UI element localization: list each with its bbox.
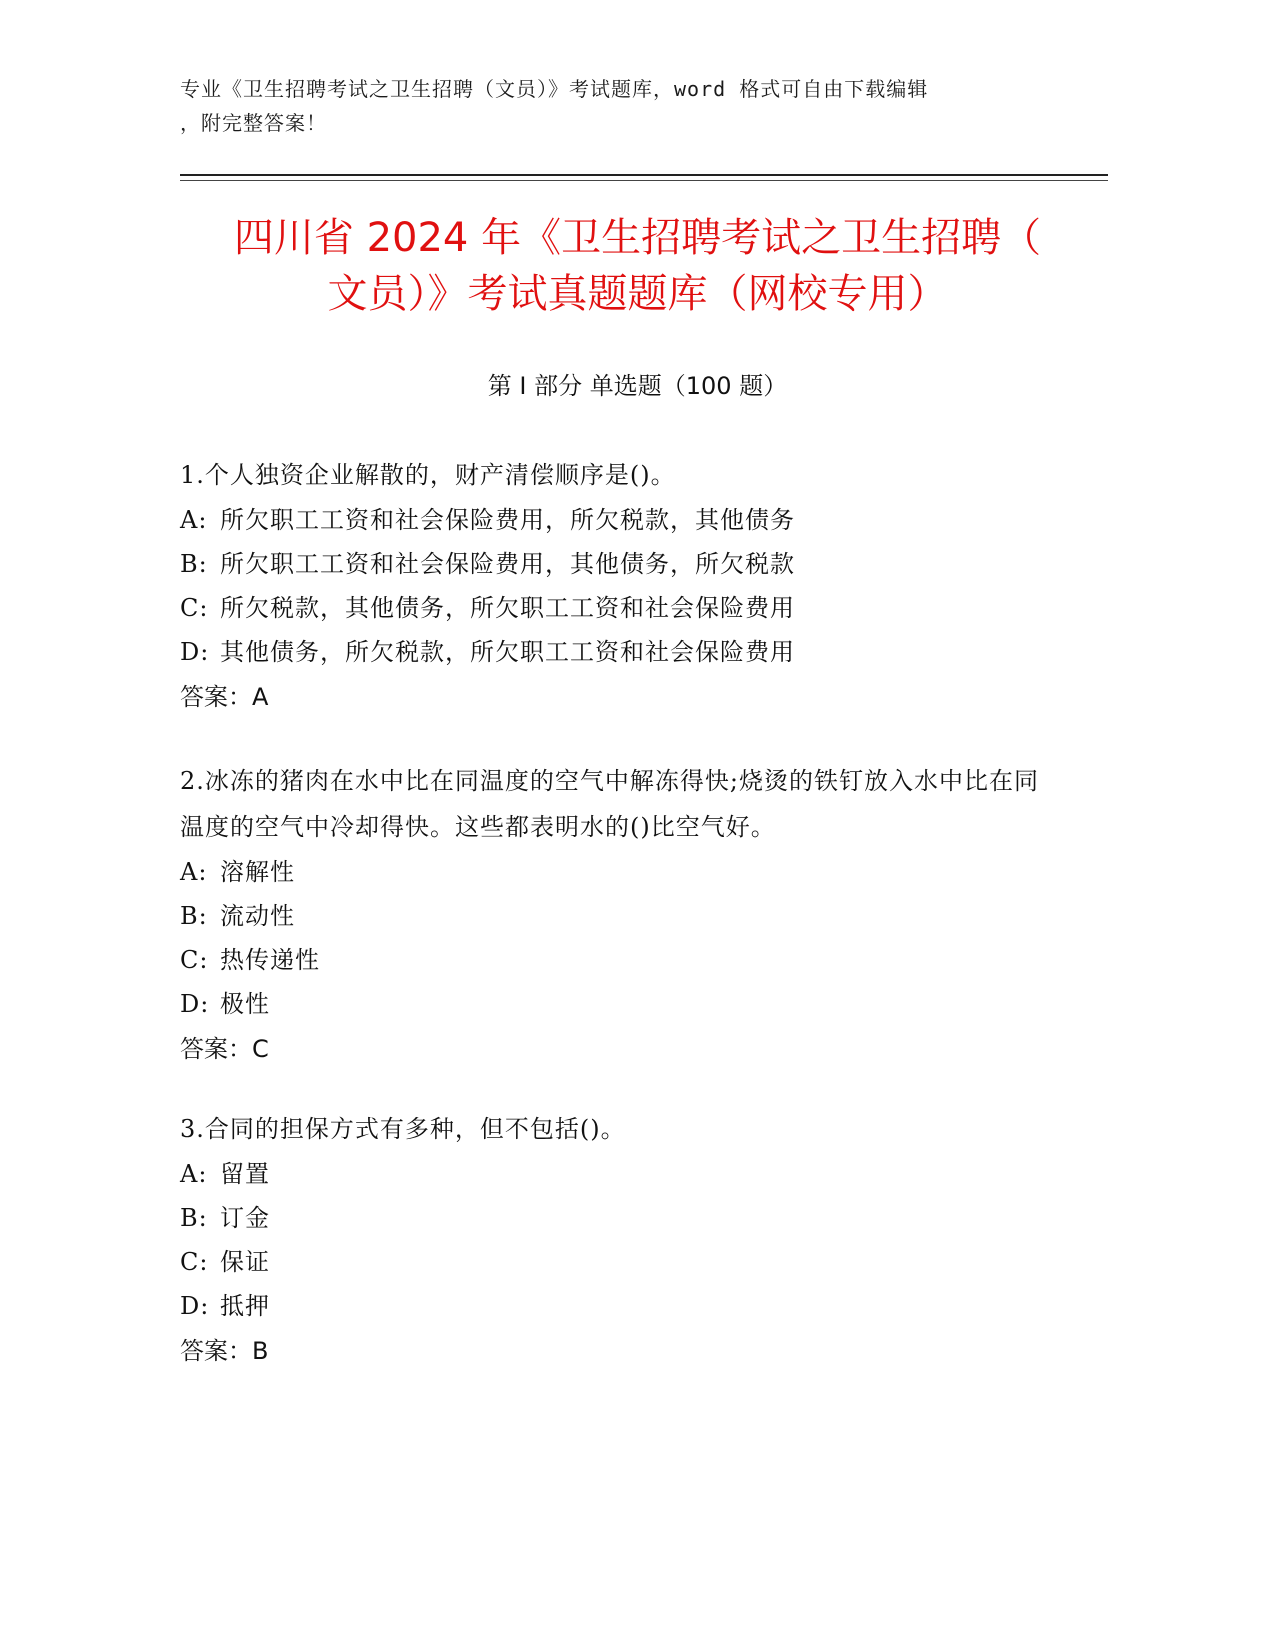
section-title: 第 I 部分 单选题（100 题） <box>487 372 788 400</box>
question-answer: 答案：A <box>180 683 269 711</box>
question-option-c <box>180 586 1060 630</box>
document-title-line-2: 文员）》考试真题题库（网校专用） <box>327 271 948 317</box>
question-option-d <box>180 982 1060 1026</box>
option-key: A: <box>180 858 208 886</box>
option-text: 所欠职工工资和社会保险费用，其他债务，所欠税款 <box>220 550 795 578</box>
question-option-a <box>180 850 1060 894</box>
option-key: D: <box>180 990 210 1018</box>
option-key: C: <box>180 1248 209 1276</box>
option-key: B: <box>180 902 208 930</box>
option-text: 流动性 <box>220 902 295 930</box>
option-key: A: <box>180 1160 208 1188</box>
question-answer: 答案：C <box>180 1035 269 1063</box>
option-text: 极性 <box>220 990 270 1018</box>
question-stem: 1.个人独资企业解散的，财产清偿顺序是()。 <box>180 461 676 489</box>
header-note-line-1: 专业《卫生招聘考试之卫生招聘（文员）》考试题库，word 格式可自由下载编辑 <box>180 77 929 101</box>
option-key: A: <box>180 506 208 534</box>
question-option-d <box>180 1284 1060 1328</box>
option-text: 保证 <box>220 1248 270 1276</box>
question-option-c <box>180 938 1060 982</box>
option-key: B: <box>180 1204 208 1232</box>
option-text: 抵押 <box>220 1292 270 1320</box>
header-note-line-2: ，附完整答案！ <box>180 111 327 135</box>
header-divider-thin <box>180 180 1108 181</box>
option-text: 所欠税款，其他债务，所欠职工工资和社会保险费用 <box>220 594 795 622</box>
question-option-b <box>180 542 1060 586</box>
option-key: C: <box>180 946 209 974</box>
option-key: B: <box>180 550 208 578</box>
question-option-a <box>180 498 1060 542</box>
question-option-b <box>180 894 1060 938</box>
document-title <box>150 210 1125 322</box>
question-option-c <box>180 1240 1060 1284</box>
question-option-d <box>180 630 1060 674</box>
option-text: 其他债务，所欠税款，所欠职工工资和社会保险费用 <box>220 638 795 666</box>
question-3 <box>180 1106 1060 1374</box>
option-key: D: <box>180 638 210 666</box>
option-key: C: <box>180 594 209 622</box>
header-note <box>180 72 1060 140</box>
question-option-a <box>180 1152 1060 1196</box>
option-text: 溶解性 <box>220 858 295 886</box>
question-stem: 2.冰冻的猪肉在水中比在同温度的空气中解冻得快;烧烫的铁钉放入水中比在同温度的空气中冷却得快。这些都表明水的()比空气好。 <box>180 767 1039 841</box>
option-text: 订金 <box>220 1204 270 1232</box>
question-answer: 答案：B <box>180 1337 269 1365</box>
question-2 <box>180 758 1060 1072</box>
header-divider-thick <box>180 174 1108 176</box>
question-1 <box>180 452 1060 720</box>
option-text: 所欠职工工资和社会保险费用，所欠税款，其他债务 <box>220 506 795 534</box>
option-key: D: <box>180 1292 210 1320</box>
question-stem: 3.合同的担保方式有多种，但不包括()。 <box>180 1115 626 1143</box>
document-title-line-1: 四川省 2024 年《卫生招聘考试之卫生招聘（ <box>233 215 1042 261</box>
question-option-b <box>180 1196 1060 1240</box>
option-text: 留置 <box>220 1160 270 1188</box>
option-text: 热传递性 <box>220 946 320 974</box>
